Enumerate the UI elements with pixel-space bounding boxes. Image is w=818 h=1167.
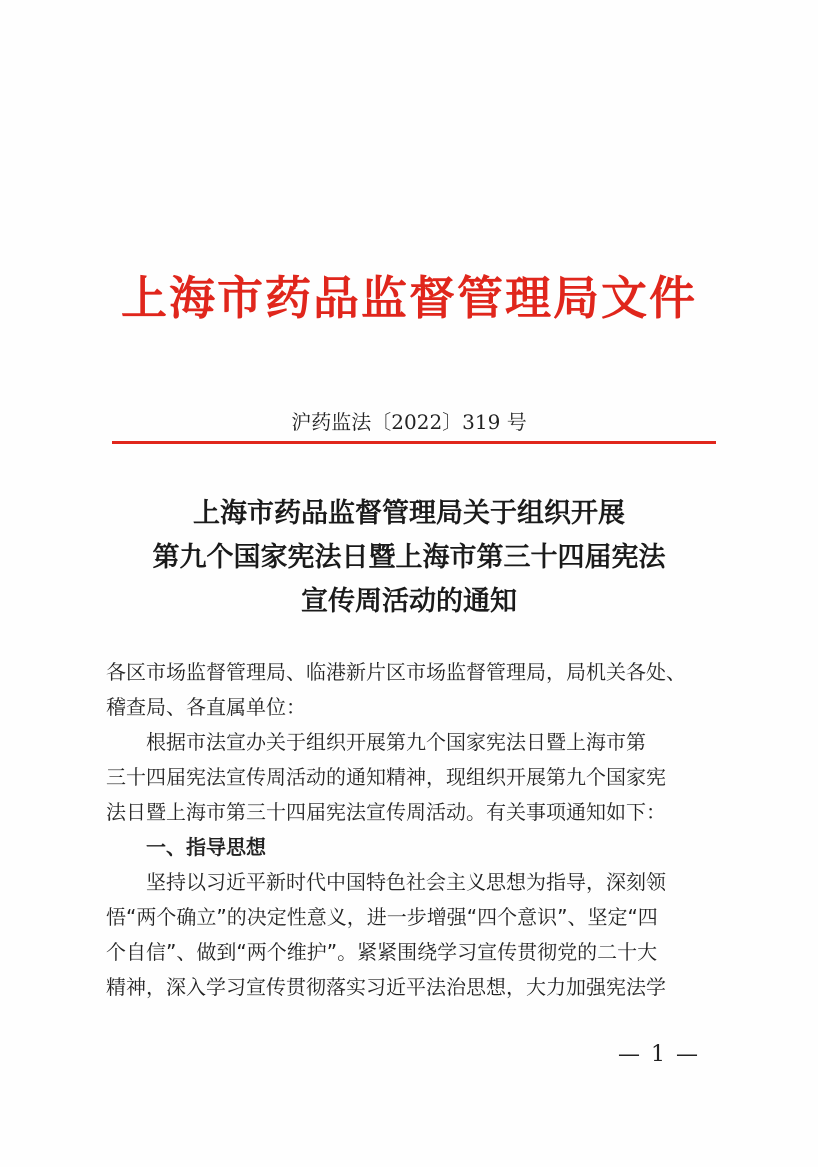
title-line: 宣传周活动的通知 (301, 586, 517, 617)
section-heading: 一、指导思想 (146, 835, 266, 859)
red-divider-line (112, 441, 716, 444)
page-number-text: — 1 — (618, 1042, 700, 1067)
issuer-title: 上海市药品监督管理局文件 (121, 271, 697, 325)
title-line: 上海市药品监督管理局关于组织开展 (193, 498, 625, 529)
title-line: 第九个国家宪法日暨上海市第三十四届宪法 (152, 542, 666, 573)
intro-line: 根据市法宣办关于组织开展第九个国家宪法日暨上海市第 (146, 730, 646, 754)
recipients-line: 稽查局、各直属单位： (106, 695, 306, 719)
section-text-line: 悟“两个确立”的决定性意义，进一步增强“四个意识”、坚定“四 (106, 905, 658, 929)
recipients-line: 各区市场监督管理局、临港新片区市场监督管理局，局机关各处、 (106, 660, 686, 684)
document-body (106, 655, 718, 1005)
document-number: 沪药监法〔2022〕319 号 (291, 410, 527, 434)
page-number (0, 1040, 818, 1070)
intro-line: 法日暨上海市第三十四届宪法宣传周活动。有关事项通知如下： (106, 800, 666, 824)
intro-line: 三十四届宪法宣传周活动的通知精神，现组织开展第九个国家宪 (106, 765, 666, 789)
section-text-line: 个自信”、做到“两个维护”。紧紧围绕学习宣传贯彻党的二十大 (106, 940, 658, 964)
document-title (0, 492, 818, 624)
section-text-line: 精神，深入学习宣传贯彻落实习近平法治思想，大力加强宪法学 (106, 975, 666, 999)
section-text-line: 坚持以习近平新时代中国特色社会主义思想为指导，深刻领 (146, 870, 666, 894)
